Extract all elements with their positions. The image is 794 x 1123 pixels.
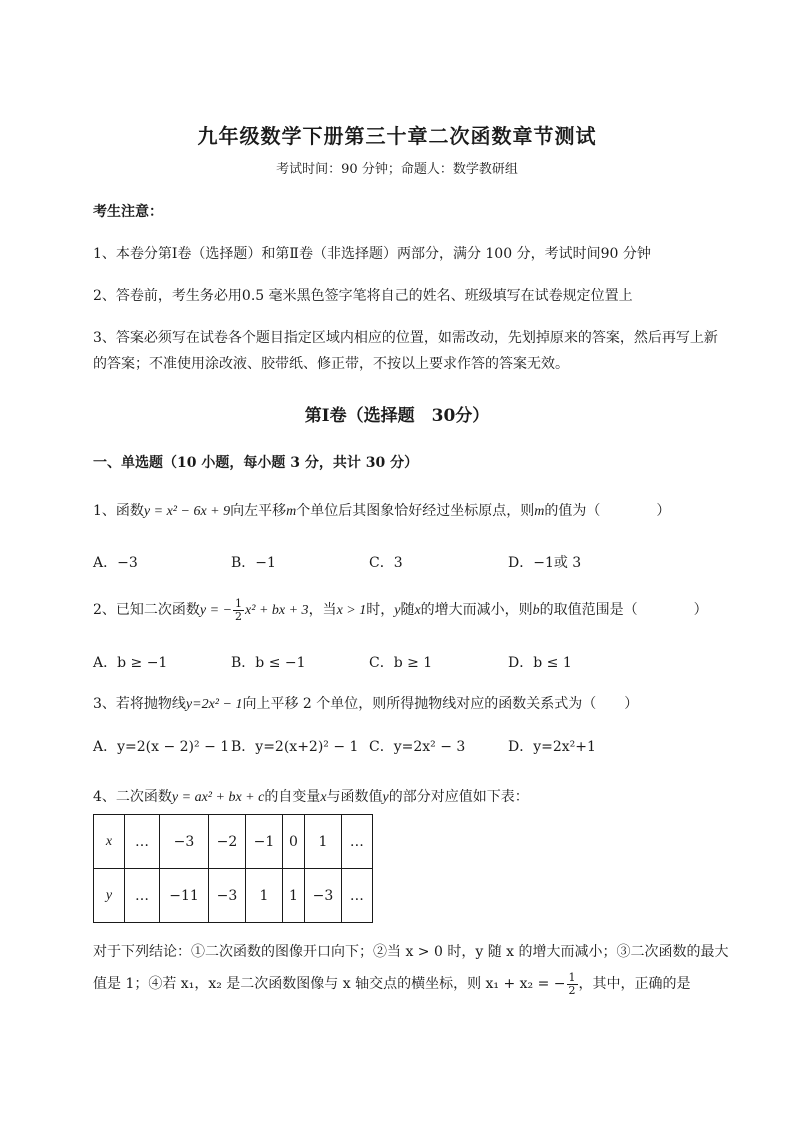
table-cell: −3 [304,869,341,923]
q2-prefix: 2、已知二次函数 [93,602,200,618]
table-cell: 1 [246,869,283,923]
q2-mid3: 随 [400,602,415,618]
q2-var-y: y [394,603,401,618]
q2-option-d: D．b ≤ 1 [508,655,572,671]
note-item: 的答案；不准使用涂改液、胶带纸、修正带，不按以上要求作答的答案无效。 [93,356,569,372]
table-cell: 1 [283,869,305,923]
part-heading: 一、单选题（10 小题，每小题 3 分，共计 30 分） [93,455,419,471]
exam-info: 考试时间：90 分钟；命题人：数学教研组 [276,162,518,177]
notes-heading: 考生注意： [93,204,163,220]
value-table [93,814,373,923]
q4-line2-b: ，其中，正确的是 [578,976,691,992]
q1-suffix: 的值为（ ） [544,503,671,519]
table-cell: 0 [283,815,305,869]
q2-var-b: b [532,603,540,618]
q2-option-b: B．b ≤ −1 [231,655,306,671]
q1-var-m2: m [534,504,545,519]
table-cell: … [125,869,160,923]
table-row-y [94,869,373,923]
q3-option-b: B．y=2(x+2)² − 1 [231,739,359,755]
q4-frac-num: 1 [568,970,576,984]
q2-mid2: 时， [366,602,395,618]
q3-suffix: 向上平移 2 个单位，则所得抛物线对应的函数关系式为（ ） [242,696,639,712]
q4-line2-a: 值是 1；④若 x₁，x₂ 是二次函数图像与 x 轴交点的横坐标，则 x₁ + x₂ = − [93,976,566,992]
page-title: 九年级数学下册第三十章二次函数章节测试 [197,124,597,148]
q4-suffix: 的部分对应值如下表： [388,789,529,805]
q1-var-m: m [286,504,297,519]
q3-formula: y=2x² − 1 [185,697,243,712]
table-cell: −11 [160,869,209,923]
q2-frac-den: 2 [235,609,243,623]
table-cell: … [125,815,160,869]
table-cell: x [94,815,125,869]
q1-prefix: 1、函数 [93,503,144,519]
q1-option-a: A．−3 [93,555,138,571]
q2-mid4: 的增大而减小，则 [420,602,533,618]
table-cell: y [94,869,125,923]
q2-formula-lhs: y = − [199,603,233,618]
q1-option-c: C．3 [369,555,403,571]
question-1 [93,500,670,520]
q3-option-a: A．y=2(x − 2)² − 1 [93,739,230,755]
table-cell: −3 [160,815,209,869]
table-cell: −3 [209,869,246,923]
table-cell: 1 [304,815,341,869]
q2-fraction [233,598,244,623]
q1-mid2: 个单位后其图象恰好经过坐标原点，则 [296,503,535,519]
q2-suffix: 的取值范围是（ ） [539,602,708,618]
q4-var-y: y [382,790,389,805]
table-cell: −1 [246,815,283,869]
question-3 [93,693,638,713]
q4-mid2: 与函数值 [326,789,383,805]
q4-conclusions-line1: 对于下列结论：①二次函数的图像开口向下；②当 x > 0 时，y 随 x 的增大而减小；③二次函数的最大 [93,944,729,960]
q4-fraction [567,972,578,997]
q2-var-x: x [414,603,421,618]
q2-option-c: C．b ≥ 1 [369,655,433,671]
table-cell: … [341,815,372,869]
q2-cond: x > 1 [336,603,367,618]
q2-option-a: A．b ≥ −1 [93,655,168,671]
section-title: 第Ⅰ卷（选择题 30分） [304,406,490,426]
q4-prefix: 4、二次函数 [93,789,172,805]
q3-option-d: D．y=2x²+1 [508,739,596,755]
table-row-x [94,815,373,869]
q4-frac-den: 2 [568,983,576,997]
q4-mid: 的自变量 [264,789,321,805]
q3-prefix: 3、若将抛物线 [93,696,186,712]
q1-option-b: B．−1 [231,555,276,571]
q4-formula: y = ax² + bx + c [171,790,265,805]
note-item: 1、本卷分第Ⅰ卷（选择题）和第Ⅱ卷（非选择题）两部分，满分 100 分，考试时间90 分钟 [93,246,651,262]
note-item: 2、答卷前，考生务必用0.5 毫米黑色签字笔将自己的姓名、班级填写在试卷规定位置上 [93,288,633,304]
q4-conclusions-line2 [93,968,691,1000]
q1-option-d: D．−1或 3 [508,555,582,571]
q1-mid: 向左平移 [230,503,287,519]
question-4 [93,786,529,806]
table-cell: … [341,869,372,923]
q4-var-x: x [320,790,327,805]
table-cell: −2 [209,815,246,869]
note-item: 3、答案必须写在试卷各个题目指定区域内相应的位置，如需改动，先划掉原来的答案，然后再写上新 [93,330,718,346]
q2-formula-rhs: x² + bx + 3 [245,603,309,618]
q2-mid: ，当 [308,602,337,618]
question-2 [93,594,708,627]
q1-formula: y = x² − 6x + 9 [143,504,231,519]
q2-frac-num: 1 [235,596,243,610]
q3-option-c: C．y=2x² − 3 [369,739,466,755]
